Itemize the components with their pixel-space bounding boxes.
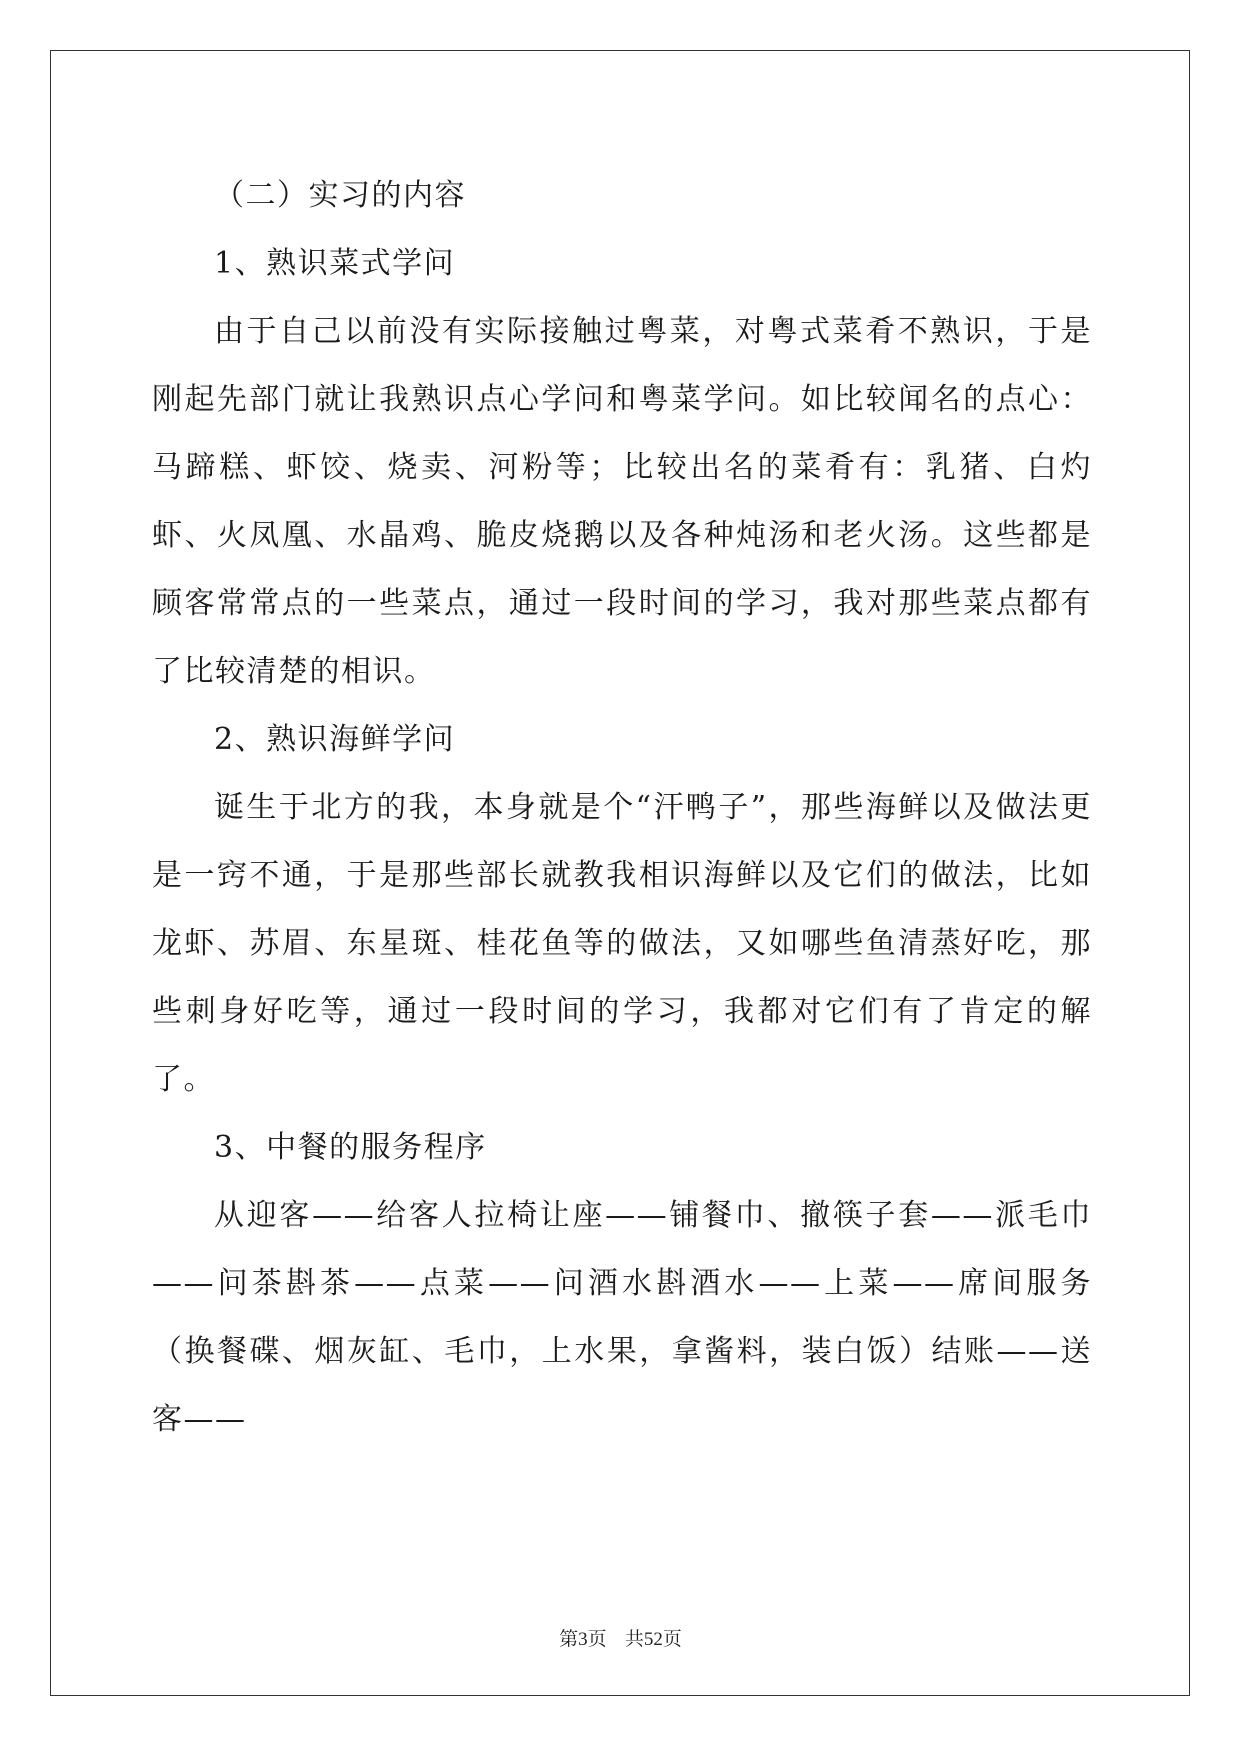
- footer-current-page: 3: [578, 1629, 588, 1650]
- subsection-heading-3: 3、中餐的服务程序: [214, 1130, 487, 1165]
- footer-total-pages: 52: [643, 1629, 663, 1650]
- footer-prefix: 第: [559, 1628, 579, 1650]
- footer-total-prefix: 共: [624, 1628, 644, 1650]
- footer-total-suffix: 页: [662, 1628, 682, 1650]
- document-body: [152, 162, 1092, 1454]
- footer-page-word: 页: [587, 1628, 607, 1650]
- body-paragraph-1: 由于自己以前没有实际接触过粤菜，对粤式菜肴不熟识，于是刚起先部门就让我熟识点心学问和粤菜学问。如比较闻名的点心：马蹄糕、虾饺、烧卖、河粉等；比较出名的菜肴有：乳猪、白灼虾、火凤凰、水晶鸡、脆皮烧鹅以及各种炖汤和老火汤。这些都是顾客常常点的一些菜点，通过一段时间的学习，我对那些菜点都有了比较清楚的相识。: [152, 314, 1092, 689]
- section-heading: （二）实习的内容: [214, 178, 466, 213]
- body-paragraph-2: 诞生于北方的我，本身就是个“汗鸭子”，那些海鲜以及做法更是一窍不通，于是那些部长就教我相识海鲜以及它们的做法，比如龙虾、苏眉、东星斑、桂花鱼等的做法，又如哪些鱼清蒸好吃，那些刺身好吃等，通过一段时间的学习，我都对它们有了肯定的解了。: [152, 790, 1092, 1097]
- page-footer: [0, 1624, 1241, 1651]
- body-paragraph-3: 从迎客——给客人拉椅让座——铺餐巾、撤筷子套——派毛巾——问茶斟茶——点菜——问酒水斟酒水——上菜——席间服务（换餐碟、烟灰缸、毛巾，上水果，拿酱料，装白饭）结账——送客——: [152, 1198, 1092, 1437]
- subsection-heading-2: 2、熟识海鲜学问: [214, 722, 456, 757]
- subsection-heading-1: 1、熟识菜式学问: [214, 246, 456, 281]
